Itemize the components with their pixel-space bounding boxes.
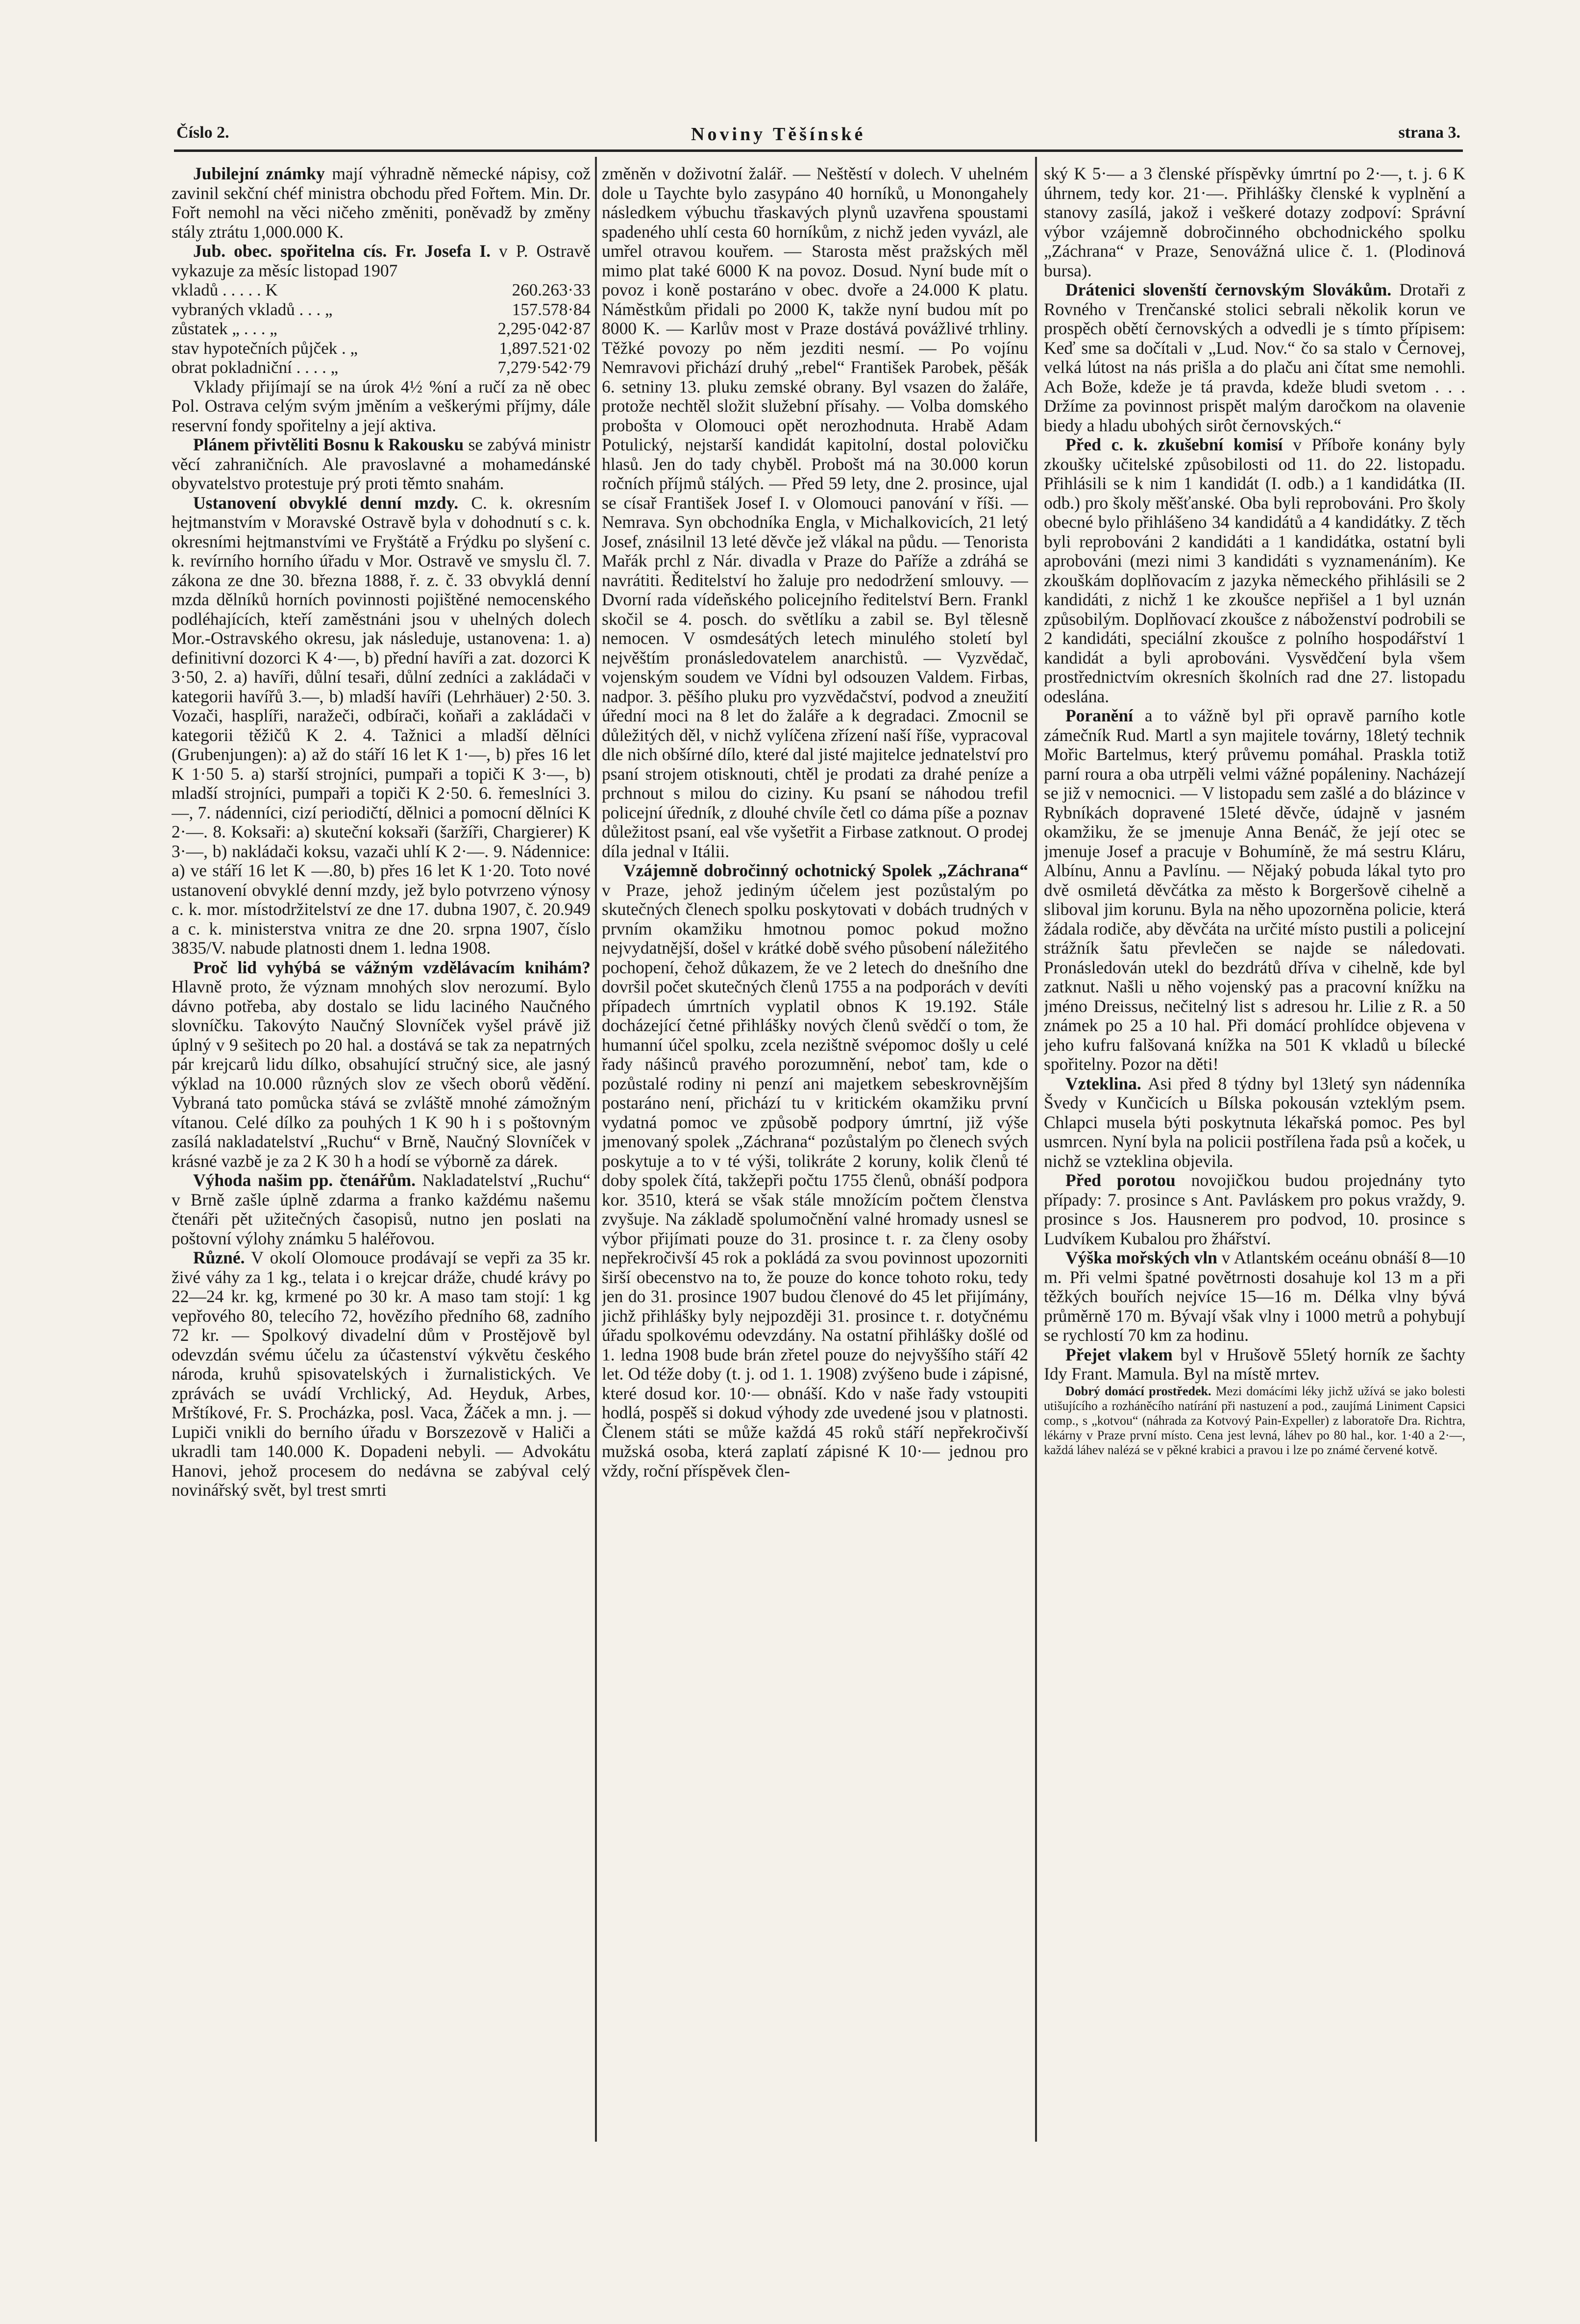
- table-row: [172, 339, 591, 358]
- article-wire-workers: [1044, 280, 1465, 435]
- table-row: [172, 319, 591, 339]
- article-text: ský K 5·— a 3 členské příspěvky úmrtní po 2·—, t. j. 6 K úhrnem, tedy kor. 21·—. Přihlášky členské k vyplnění a stanovy zasílá, jakož i veškeré dotazy zodpoví: Správní výbor vzájemně dobročinného obchodnického spolku „Záchrana“ v Praze, Senovážná ulice č. 1. (Plodinová bursa).: [1044, 164, 1465, 280]
- page-number: strana 3.: [1398, 124, 1460, 142]
- row-value: 7,279·542·79: [497, 358, 591, 377]
- table-row: [172, 300, 591, 320]
- article-bosnia: [172, 435, 591, 494]
- article-heading: Před porotou: [1065, 1170, 1176, 1190]
- article-heading: Výška mořských vln: [1065, 1248, 1217, 1267]
- article-jury: [1044, 1171, 1465, 1248]
- article-text: se zabývá ministr věcí zahraničních. Ale pravoslavné a mohamedánské obyvatelstvo protestuje prý proti těmto snahám.: [172, 435, 591, 493]
- article-education-books: [172, 958, 591, 1171]
- column-2: [602, 164, 1028, 2139]
- article-reader-offer: [172, 1171, 591, 1248]
- article-text: novojičkou budou projednány tyto případy: 7. prosince s Ant. Pavláskem pro pokus vraždy, 9. prosince s Jos. Hausnerem pro podvod, 10. prosince s Ludvíkem Kubalou pro žhářství.: [1044, 1170, 1465, 1248]
- article-jubilee-stamps: [172, 164, 591, 242]
- article-text: Drotaři z Rovného v Trenčanské stolici sebrali několik korun ve prospěch obětí černovských a odvedli je s tímto přípisem: Keď sme sa dočítali v „Lud. Nov.“ čo sa stalo v Černovej, velká lútost na nás prišla a do plaču ani čítat sme nemohli. Ach Bože, kdeže je tá pravda, kdeže bludi svetom . . . Držíme za povinnost prispět malým daročkom na olavenie biedy a hladu ubohých sirôt černovských.“: [1044, 280, 1465, 435]
- ad-heading: Dobrý domácí prostředek.: [1065, 1384, 1211, 1398]
- article-text: v Příboře konány byly zkoušky učitelské způsobilosti od 11. do 22. listopadu. Přihlásili se k nim 1 kandidát (I. odb.) a 1 kandidátka (II. odb.) pro školy měšťanské. Oba byli reprobováni. Pro školy obecné bylo přihlášeno 34 kandidátů a 4 kandidátky. Z těch byli reprobováni 2 kandidáti a 1 kandidátka, ostatní byli aprobováni (mezi nimi 3 kandidáti s vyznamenáním). Ke zkouškám doplňovacím z jazyka německého přihlásili se 2 kandidáti, z nichž 1 ke zkoušce nepřišel a 1 byl uznán způsobilým. Doplňovací zkoušce z náboženství podrobili se 2 kandidáti, speciální zkoušce z polního hospodářství 1 kandidát a byli aprobováni. Vysvědčení byla všem prostřednictvím okresních školních rad dne 27. listopadu odeslána.: [1044, 435, 1465, 706]
- column-divider: [595, 157, 597, 2142]
- article-zachrana: [602, 861, 1028, 1481]
- article-text: a to vážně byl při opravě parního kotle zámečník Rud. Martl a syn majitele továrny, 18letý technik Mořic Bartelmus, který průvemu pomáhal. Praskla totiž parní roura a oba utrpěli velmi vážné popáleniny. Nacházejí se již v nemocnici. — V listopadu sem zašlé a do blázince v Rybníkách dopravené 15leté děvče, údajně v jasném okamžiku, že se jmenuje Anna Benáč, že její otec se jmenuje Josef a pracuje v Bohumíně, že má sestru Kláru, Albínu, Annu a Pavlínu. — Nějaký pobuda lákal tyto pro dvě osmiletá děvčátka za město k Borgeršově cihelně a sliboval jim korunu. Byla na něho upozorněna policie, která žádala rodiče, aby děvčáta na určité místo pustili a policejní strážník šatu převlečen se najde se náledovati. Pronásledován utekl do bezdrátů dříva v cihelně, kde byl zatknut. Našli u něho vojenský pas a pracovní knížku na jméno Dreissus, nečitelný list s adresou hr. Lilie z R. a 50 známek po 25 a 10 hal. Při domácí prohlídce objevena v jeho kufru falšovaná knížka na 501 K vkladů u bílecké spořitelny. Pozor na děti!: [1044, 706, 1465, 1074]
- article-text: v Praze, jehož jediným účelem jest pozůstalým po skutečných členech spolku poskytovati v dobách trudných v prvním okamžiku hmotnou pomoc pokud možno nejvydatnější, došel v krátké době svého působení náležitého pochopení, čehož důkazem, že ve 2 letech do dnešního dne dovršil počet skutečných členů 1755 a na podporách v devíti případech úmrtních vyplatil obnos K 19.192. Stále docházející četné přihlášky nových členů svědčí o tom, že humanní účel spolku, zcela nezištně svépomoc došly u celé řady nášinců pravého porozumnění, neboť tam, kde o pozůstalé rodiny ni penzí ani majetkem sebeskrovnějším postaráno není, přichází tu v kritickém okamžiku první vydatná pomoc ve způsobě podpory úmrtní, již výše jmenovaný spolek „Záchrana“ pozůstalým po členech svých poskytuje a to v té výši, tolikráte 2 koruny, kolik členů té doby spolek čítá, takžepři počtu 1755 členů, obnáší podpora kor. 3510, která se však stále množícím počtem členstva zvyšuje. Na základě spolumočnění valné hromady usnesl se výbor přijímati pouze do 31. prosince t. r. za členy osoby nepřekročivší 45 rok a pokládá za svou povinnost upozorniti širší obecenstvo na to, že pouze do konce tohoto roku, tedy jen do 31. prosince 1907 budou členové do 45 let přijímány, jichž přihlášky byly nejpozději 31. prosince t. r. dotyčnému úřadu spolkovému odevzdány. Na ostatní přihlášky došlé od 1. ledna 1908 bude brán zřetel pouze do nejvyššího stáří 42 let. Od téže doby (t. j. od 1. 1. 1908) zvýšeno bude i zápisné, které dosud kor. 10·— obnáší. Kdo v naše řady vstoupiti hodlá, pospěš si dokud výhody zde uvedené jsou v platnosti. Členem státi se může každá 45 roků stáří nepřekročivší mužská osoba, která zaplatí zápisné K 10·— jednou pro vždy, roční příspěvek člen-: [602, 880, 1028, 1481]
- issue-number: Číslo 2.: [176, 124, 229, 142]
- article-text: Asi před 8 týdny byl 13letý syn nádenníka Švedy v Kunčicích u Bílska pokousán vzteklým psem. Chlapci musela býti poskytnuta lékařská pomoc. Pes byl usmrcen. Nyní byla na policii postřílena řada psů a koček, u nichž se vzteklina objevila.: [1044, 1073, 1465, 1171]
- article-text: Nakladatelství „Ruchu“ v Brně zašle úplně zdarma a franko každému našemu čtenáři pět užitečných časopisů, nutno jen poslati na poštovní výlohy známku 5 haléřovou.: [172, 1170, 591, 1248]
- article-heading: Různé.: [193, 1248, 245, 1267]
- article-heading: Výhoda našim pp. čtenářům.: [193, 1170, 416, 1190]
- column-divider: [1035, 157, 1037, 2142]
- article-text: byl v Hrušově 55letý horník ze šachty Idy Frant. Mamula. Byl na místě mrtev.: [1044, 1344, 1465, 1384]
- row-value: 157.578·84: [512, 299, 591, 319]
- column-3: [1044, 164, 1465, 2139]
- header-rule: [174, 149, 1463, 152]
- article-heading: Jub. obec. spořitelna cís. Fr. Josefa I.: [193, 241, 491, 261]
- ad-text: Mezi domácími léky jichž užívá se jako bolesti utišujícího a rozháněcího natírání při nastuzení a pod., zaujímá Liniment Capsici comp., s „kotvou“ (náhrada za Kotvový Pain-Expeller) z laboratoře Dra. Richtra, lékárny v Praze první místo. Cena jest levná, láhev po 80 hal., kor. 1·40 a 2·—, každá láhev nalézá se v pěkné krabici a pravou i lze po známé červené kotvě.: [1044, 1384, 1465, 1457]
- row-label: stav hypotečních půjček . „: [172, 338, 358, 358]
- row-value: 2,295·042·87: [497, 319, 591, 338]
- article-train-accident: [1044, 1345, 1465, 1384]
- savings-table: [172, 280, 591, 377]
- table-row: [172, 280, 591, 300]
- article-heading: Vzájemně dobročinný ochotnický Spolek „Záchrana“: [623, 861, 1028, 880]
- article-sea-waves: [1044, 1248, 1465, 1345]
- article-miscellaneous: [172, 1248, 591, 1500]
- article-heading: Jubilejní známky: [193, 164, 325, 183]
- row-value: 1,897.521·02: [499, 338, 591, 358]
- row-label: vybraných vkladů . . . „: [172, 299, 333, 319]
- article-text: v P. Ostravě vykazuje za měsíc listopad 1907: [172, 241, 591, 280]
- article-text: v Atlantském oceánu obnáší 8—10 m. Při velmi špatné povětrnosti dosahuje kol 13 m a při těžkých bouřích nejvíce 15—16 m. Délka vlny bývá průměrně 170 m. Bývají však vlny i 1000 metrů a pohybují se rychlostí 70 km za hodinu.: [1044, 1248, 1465, 1345]
- table-row: [172, 358, 591, 377]
- row-label: zůstatek „ . . . „: [172, 319, 277, 338]
- article-exam-commission: [1044, 435, 1465, 706]
- article-heading: Před c. k. zkušební komisí: [1065, 435, 1283, 454]
- row-value: 260.263·33: [512, 280, 591, 299]
- article-rabies: [1044, 1074, 1465, 1171]
- newspaper-title: Noviny Těšínské: [691, 124, 866, 145]
- article-text: Hlavně proto, že význam mnohých slov nerozumí. Bylo dávno potřeba, aby dostalo se lidu laciného Naučného slovníčku. Takovýto Naučný Slovníček vyšel právě již úplný v 9 sešitech po 20 hal. a dostává se tak za nepatrných pár krejcarů lidu dílko, obsahující stručný sice, ale jasný výklad na 10.000 různých slov ze všech oborů vědění. Vybraná tato pomůcka stává se zvláště mnohé zámožným vítanou. Celé dílko za pouhých 1 K 90 h i s poštovným zasílá nakladatelství „Ruchu“ v Brně, Naučný Slovníček v krásné vazbě je za 2 K 30 h a hodí se výborně za dárek.: [172, 977, 591, 1171]
- row-label: obrat pokladniční . . . . „: [172, 358, 339, 377]
- row-label: vkladů . . . . . K: [172, 280, 278, 299]
- article-savings-bank: [172, 242, 591, 280]
- column-1: [172, 164, 591, 2139]
- article-heading: Přejet vlakem: [1065, 1344, 1173, 1364]
- article-heading: Proč lid vyhýbá se vážným vzdělávacím knihám?: [193, 957, 591, 977]
- article-wages: [172, 494, 591, 958]
- article-text: C. k. okresním hejtmanstvím v Moravské Ostravě byla v dohodnutí s c. k. okresními hejtmanstvími ve Fryštátě a Frýdku po slyšení c. k. revírního horního úřadu v Mor. Ostravě ve smyslu čl. 7. zákona ze dne 30. března 1888, ř. z. č. 33 obvyklá denní mzda dělníků horních povinnosti pojištěné nemocenského podléhajících, kteří zaměstnáni jsou v uhelných dolech Mor.-Ostravského okresu, jak následuje, ustanovena: 1. a) definitivní dozorci K 4·—, b) přední havíři a zat. dozorci K 3·50, 2. a) havíři, důlní tesaři, důlní zedníci a zakládači v kategorii havířů 3.—, b) mladší havíři (Lehrhäuer) 2·50. 3. Vozači, hasplíři, naražeči, odbírači, koňaři a zakládači v kategorii těžičů K 2. 4. Tažnici a mladší dělníci (Grubenjungen): a) až do stáří 16 let K 1·—, b) přes 16 let K 1·50 5. a) starší strojníci, pumpaři a topiči K 3·—, b) mladší strojníci, pumpaři a topiči K 2·50. 6. řemeslníci 3.—, 7. nádenníci, cizí periodičtí, dělnici a pomocní dělníci K 2·—. 8. Koksaři: a) skuteční koksaři (šaržíři, Chargierer) K 3·—, b) nakládači koksu, vazači uhlí K 2·—. 9. Nádennice: a) ve stáří 16 let K —.80, b) přes 16 let K 1·20. Toto nové ustanovení obvyklé denní mzdy, jež bylo potvrzeno výnosy c. k. mor. místodržitelství ze dne 17. dubna 1907, č. 20.949 a c. k. ministerstva vnitra ze dne 20. srpna 1907, číslo 3835/V. nabude platnosti dnem 1. ledna 1908.: [172, 493, 591, 958]
- article-heading: Vzteklina.: [1065, 1073, 1141, 1093]
- article-injury: [1044, 706, 1465, 1074]
- advertisement: [1044, 1384, 1465, 1458]
- article-text: Vklady přijímají se na úrok 4½ %ní a ručí za ně obec Pol. Ostrava celým svým jměním a veškerými příjmy, dále reservní fondy spořitelny a její aktiva.: [172, 376, 591, 435]
- article-heading: Ustanovení obvyklé denní mzdy.: [193, 493, 459, 513]
- page-header: [176, 124, 1460, 148]
- article-text: V okolí Olomouce prodávají se vepři za 35 kr. živé váhy za 1 kg., telata i o krejcar dráže, chudé krávy po 22—24 kr. kg, krmené po 30 kr. A maso tam stojí: 1 kg vepřového 80, telecího 72, hovězího předního 68, zadního 72 kr. — Spolkový divadelní dům v Prostějově byl odevzdán svému účelu za účastenství výkvětu českého národa, kruhů spisovatelských i žurnalistických. Ve zprávách se uvádí Vrchlický, Ad. Heyduk, Arbes, Mrštíkové, Fr. S. Procházka, posl. Vaca, Žáček a mn. j. — Lupiči vnikli do berního úřadu v Borszezově v Haliči a ukradli tam 140.000 K. Dopadeni nebyli. — Advokátu Hanovi, jehož procesem do nedávna se zabýval celý novinářský svět, byl trest smrti: [172, 1248, 591, 1500]
- article-text: změněn v doživotní žalář. — Neštěstí v dolech. V uhelném dole u Taychte bylo zasypáno 40 horníků, u Monongahely následkem výbuchu třaskavých plynů uzavřena spoustami spadeného uhlí cesta 60 horníkům, z nichž jeden vyvázl, ale umřel otravou kouřem. — Starosta měst pražských měl mimo plat také 6000 K na povoz. Dosud. Nyní bude mít o povoz i koně postaráno v obec. dvoře a 24.000 K platu. Náměstkům přidali po 2000 K, takže nyní budou mít po 8000 K. — Karlův most v Praze dostává povážlivé trhliny. Těžké povozy po něm jezditi nesmí. — Po vojínu Nemravovi přichází druhý „rebel“ František Parobek, pěšák 6. setniny 13. pluku zemské obrany. Byl vsazen do žaláře, protože nechtěl složit služební přísahy. — Volba domského proboštа v Olomouci opět nerozhodnuta. Hrabě Adam Potulický, nejstarší kandidát kapitolní, dostal polovičku hlasů. Jen do tady chyběl. Probošt má na 30.000 korun ročních příjmů stálých. — Před 59 lety, dne 2. prosince, ujal se císař František Josef I. v Olomouci panování v říši. — Nemrava. Syn obchodníka Engla, v Michalkovicích, 21 letý Josef, znásilnil 13 leté děvče jež vlákal na půdu. — Tenorista Mařák prchl z Nár. divadla v Praze do Paříže a zdráhá se navrátiti. Ředitelství ho žaluje pro nedodržení smlouvy. — Dvorní rada vídeňského policejního ředitelství Bern. Frankl skočil se 4. posch. do světlíku a zabil se. Byl tělesně nemocen. V osmdesátých letech minulého století byl nejvěštím pronásledovatelem anarchistů. — Vyzvědač, vojenským soudem ve Vídni byl odsouzen Valdem. Firbas, nadpor. 3. pěšího pluku pro vyzvědačství, podvod a zneužití úřední moci na 8 let do žaláře a k degradaci. Zmocnil se důležitých děl, v nichž vylíčena zřízení naší říše, vypracoval dle nich obšírné dílo, které dal jisté majitelce jednatelství pro psaní strojem otisknouti, chtěl je prodati za drahé peníze a prchnout s milou do ciziny. Ku psaní se náhodou trefil policejní úředník, z dlouhé chvíle četl co dáma píše a poznav důležitost psaní, eal vše vyšetřit a Firbase zatknout. O prodej díla jednal v Itálii.: [602, 164, 1028, 861]
- article-heading: Poranění: [1065, 706, 1134, 725]
- article-heading: Plánem přivtěliti Bosnu k Rakousku: [193, 435, 464, 454]
- article-heading: Drátenici slovenští černovským Slovákům.: [1065, 280, 1392, 299]
- article-text: mají výhradně německé nápisy, což zavinil sekční chéf ministra obchodu před Fořtem. Min. Dr. Fořt nemohl na věci ničeho změniti, poněvadž by změny stály ztrátu 1,000.000 K.: [172, 164, 591, 242]
